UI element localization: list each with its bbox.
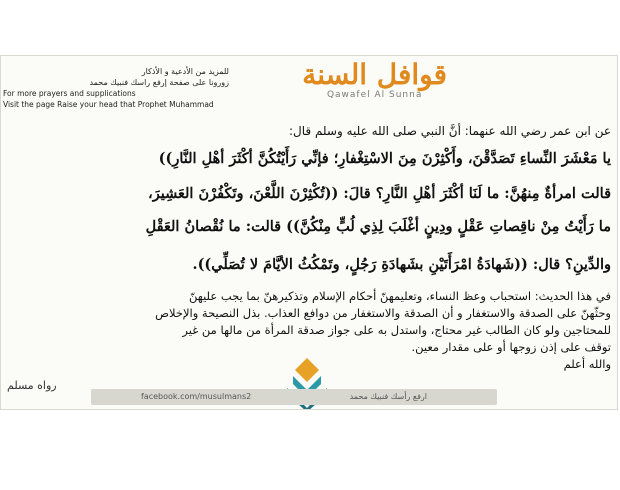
note-line: توقف على إذن زوجها أو على مقدار معين. [411, 340, 611, 354]
promo-text [3, 66, 229, 110]
logo-english: Qawafel Al Sunna [326, 90, 423, 100]
hadith-line: يا مَعْشَرَ النِّساءِ تَصَدَّقْنَ، وأَكْثِرْنَ مِنَ الاسْتِغْفارِ؛ فإنِّي رَأَيْتُكُنَّ أكْثَرَ أهْلِ النَّارِ)) [158, 150, 611, 167]
promo-line-en: For more prayers and supplications [3, 89, 136, 98]
note-line: في هذا الحديث: استحباب وعظ النساء، وتعليمهنّ أحكام الإسلام وتذكيرهنّ بما يجب عليهنّ [189, 289, 611, 303]
narrator: رواه مسلم [7, 379, 57, 392]
logo-arabic: قوافل السنة [302, 58, 447, 91]
hadith-intro: عن ابن عمر رضي الله عنهما: أنَّ النبي صلى الله عليه وسلم قال: [288, 124, 611, 138]
hadith-line: ما رَأَيْتُ مِنْ ناقِصاتِ عَقْلٍ ودِينٍ أغْلَبَ لِذِي لُبٍّ مِنْكُنَّ)) قالت: ما نُقْصانُ العَقْلِ [145, 218, 611, 235]
promo-line-en: Visit the page Raise your head that Prophet Muhammad [3, 100, 214, 109]
note-line: للمحتاجين ولو كان الطالب غير محتاج، واستدل به على جواز صدقة المرأة من مالها من غير [182, 323, 611, 337]
footer-tagline: ارفع رأسك فنبيك محمد [349, 392, 427, 401]
logo [302, 60, 447, 100]
promo-line: زورونا على صفحة إرفع راسك فنبيك محمد [89, 78, 229, 87]
hadith-line: والدِّينِ؟ قال: ((شَهادَةُ امْرَأَتَيْنِ بشَهادَةِ رَجُلٍ، وتَمْكُثُ الأيَّامَ لا تُصَلِّي)). [192, 256, 611, 273]
note-line: وحثّهنّ على الصدقة والاستغفار و أن الصدقة والاستغفار من دوافع العذاب. بذل النصيحة والإخلاص [155, 306, 611, 320]
promo-line: للمزيد من الأدعية و الأذكار [141, 67, 229, 76]
hadith-line: قالت امرأةٌ مِنهُنَّ: ما لَنَا أكْثَرَ أهْلِ النَّارِ؟ قالَ: ((تُكْثِرْنَ اللَّعْنَ، وتَكْفُرْنَ العَشِيرَ، [148, 185, 611, 202]
hadith-card [0, 55, 618, 410]
note-line: والله أعلم [563, 357, 611, 371]
facebook-link[interactable]: facebook.com/musulmans2 [141, 392, 252, 401]
footer-bar [91, 389, 497, 405]
